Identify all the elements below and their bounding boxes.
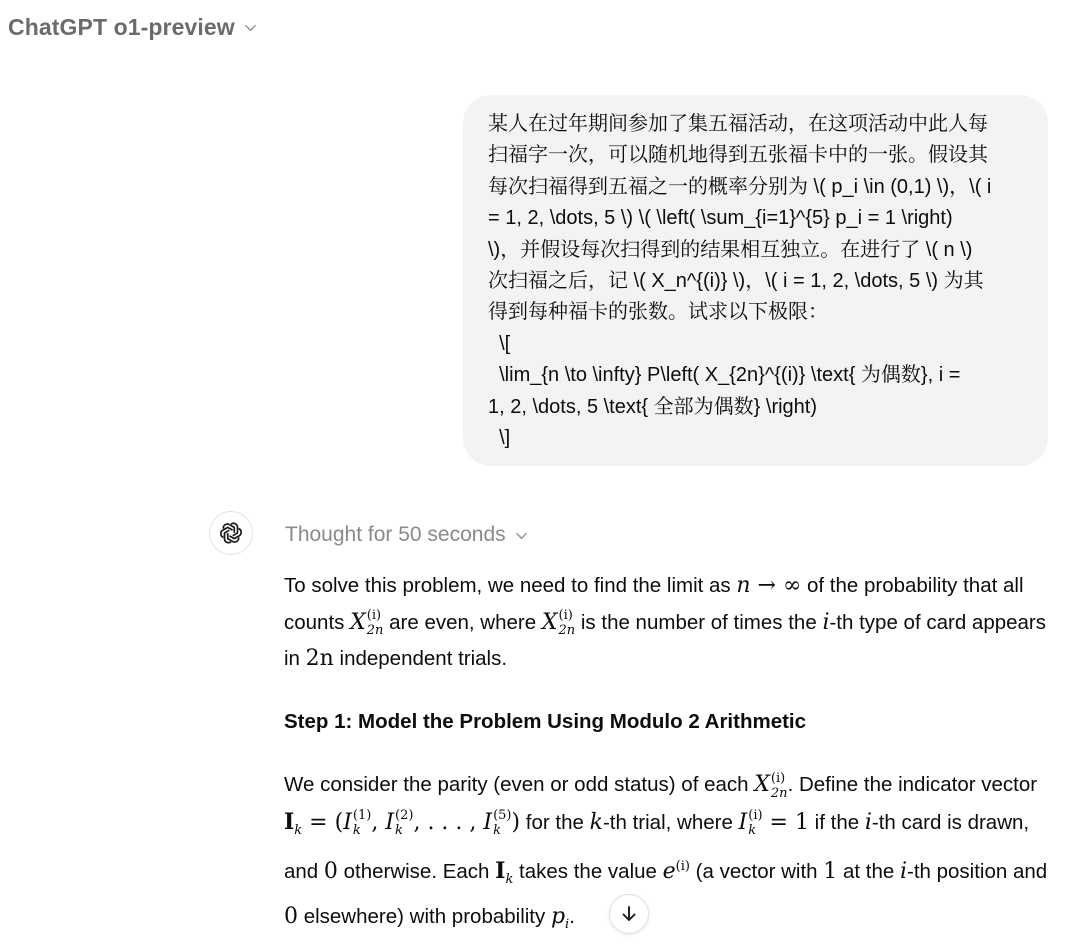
text: elsewhere) with probability xyxy=(298,904,551,928)
math-p: p xyxy=(550,903,566,929)
math-sub: k xyxy=(505,872,514,888)
math-X: X xyxy=(754,772,770,797)
math-sup-sub xyxy=(395,809,413,837)
text: . Define the indicator vector xyxy=(787,773,1038,796)
text: at the xyxy=(837,859,900,883)
user-message-bubble xyxy=(463,95,1048,466)
math-i: i xyxy=(864,809,872,835)
math-sup-sub xyxy=(493,809,511,837)
user-message-line: 1, 2, \dots, 5 \text{ 全部为偶数} \right) xyxy=(488,395,818,418)
math-X: X xyxy=(350,609,366,635)
arrow-down-icon xyxy=(619,904,639,924)
user-message-line: 扫福字一次，可以随机地得到五张福卡中的一张。假设其 xyxy=(488,144,988,167)
step-1-heading: Step 1: Model the Problem Using Modulo 2 Arithmetic xyxy=(284,710,807,733)
math-sup: (5) xyxy=(493,808,512,824)
math-i: i xyxy=(822,609,830,635)
math-2n: 2n xyxy=(305,646,334,671)
math-eq-1: = 1 xyxy=(762,809,809,835)
math-sup: (1) xyxy=(352,808,372,824)
math-bold-I: I xyxy=(284,808,295,835)
user-message-line: 得到每种福卡的张数。试求以下极限： xyxy=(488,301,828,324)
math-0: 0 xyxy=(284,903,298,929)
math-e: e xyxy=(662,858,676,884)
chevron-down-icon xyxy=(514,528,529,543)
text: -th position and xyxy=(907,859,1048,883)
math-n: n xyxy=(736,573,751,598)
text: for the xyxy=(520,810,590,834)
math-sup-sub xyxy=(771,772,788,800)
assistant-avatar xyxy=(209,511,253,555)
math-I: I xyxy=(738,809,748,835)
math-sub: i xyxy=(565,916,570,932)
model-name: ChatGPT o1-preview xyxy=(8,13,235,40)
answer-paragraph xyxy=(284,767,1054,943)
math-sup: (2) xyxy=(395,808,414,824)
math-sup-sub xyxy=(748,809,762,837)
math-I: I xyxy=(385,809,395,835)
math-I: I xyxy=(343,809,352,835)
answer-paragraph xyxy=(284,568,1054,678)
math-sup: (i) xyxy=(675,859,690,875)
math-sub: 2n xyxy=(770,785,788,801)
text: are even, where xyxy=(383,610,542,634)
openai-logo-icon xyxy=(218,520,244,546)
chevron-down-icon xyxy=(243,20,258,35)
text: takes the value xyxy=(513,859,663,883)
scroll-to-bottom-button[interactable] xyxy=(609,894,649,934)
math-eq: = ( xyxy=(302,809,344,835)
text: . xyxy=(569,904,575,928)
math-sub: 2n xyxy=(366,623,384,639)
math-sup: (i) xyxy=(770,770,786,786)
math-sup: (i) xyxy=(366,608,382,624)
text: of the probability that all counts xyxy=(284,574,1024,634)
text: -th type of card appears in xyxy=(284,610,1046,670)
math-k: k xyxy=(589,809,603,835)
math-paren: ) xyxy=(511,809,521,835)
user-message-line: 某人在过年期间参加了集五福活动，在这项活动中此人每 xyxy=(488,113,988,135)
math-sub: 2n xyxy=(558,623,576,639)
text: We consider the parity (even or odd status) of each xyxy=(284,773,755,796)
user-message-line: \] xyxy=(488,427,511,450)
math-sup: (i) xyxy=(748,808,763,824)
model-selector[interactable] xyxy=(8,10,258,44)
math-sup-sub xyxy=(367,609,384,637)
math-sup-sub xyxy=(559,609,576,637)
user-message-line: \)，并假设每次扫得到的结果相互独立。在进行了 \( n \) xyxy=(488,238,973,261)
math-X: X xyxy=(541,609,558,635)
math-sup-sub xyxy=(353,809,371,837)
text: if the xyxy=(808,810,865,834)
thought-label: Thought for 50 seconds xyxy=(285,523,506,546)
assistant-answer-intro xyxy=(284,568,1054,678)
math-arrow-infinity: → ∞ xyxy=(750,573,802,598)
text: is the number of times the xyxy=(575,610,823,634)
user-message-line: \[ xyxy=(488,332,511,355)
user-message-line: \lim_{n \to \infty} P\left( X_{2n}^{(i)} \text{ 为偶数}, i = xyxy=(488,364,961,387)
math-sub: k xyxy=(748,823,757,839)
text: -th card is drawn, and xyxy=(284,810,1030,883)
math-dots: , . . . , xyxy=(413,809,484,835)
user-message-line: = 1, 2, \dots, 5 \) \( \left( \sum_{i=1}^{5} p_i = 1 \right) xyxy=(488,207,953,230)
math-sub: k xyxy=(395,823,403,839)
math-bold-I: I xyxy=(495,857,506,884)
math-sub: k xyxy=(493,823,501,839)
math-sub: k xyxy=(294,822,303,838)
text: To solve this problem, we need to find the limit as xyxy=(284,574,737,597)
user-message-line: 次扫福之后，记 \( X_n^{(i)} \)，\( i = 1, 2, \dots, 5 \) 为其 xyxy=(488,270,984,293)
thought-toggle[interactable] xyxy=(285,520,529,550)
math-i: i xyxy=(899,858,908,884)
math-I: I xyxy=(483,809,493,835)
math-comma: , xyxy=(371,809,386,835)
math-0: 0 xyxy=(323,858,338,884)
text: otherwise. Each xyxy=(337,859,496,883)
assistant-answer-step1 xyxy=(284,767,1054,943)
math-sub: k xyxy=(352,823,361,839)
math-sup: (i) xyxy=(558,608,573,624)
text: (a vector with xyxy=(689,859,824,883)
text: -th trial, where xyxy=(602,810,739,834)
math-1: 1 xyxy=(823,858,838,884)
user-message-line: 每次扫福得到五福之一的概率分别为 \( p_i \in (0,1) \)，\( i xyxy=(488,175,992,198)
text: independent trials. xyxy=(333,647,508,670)
